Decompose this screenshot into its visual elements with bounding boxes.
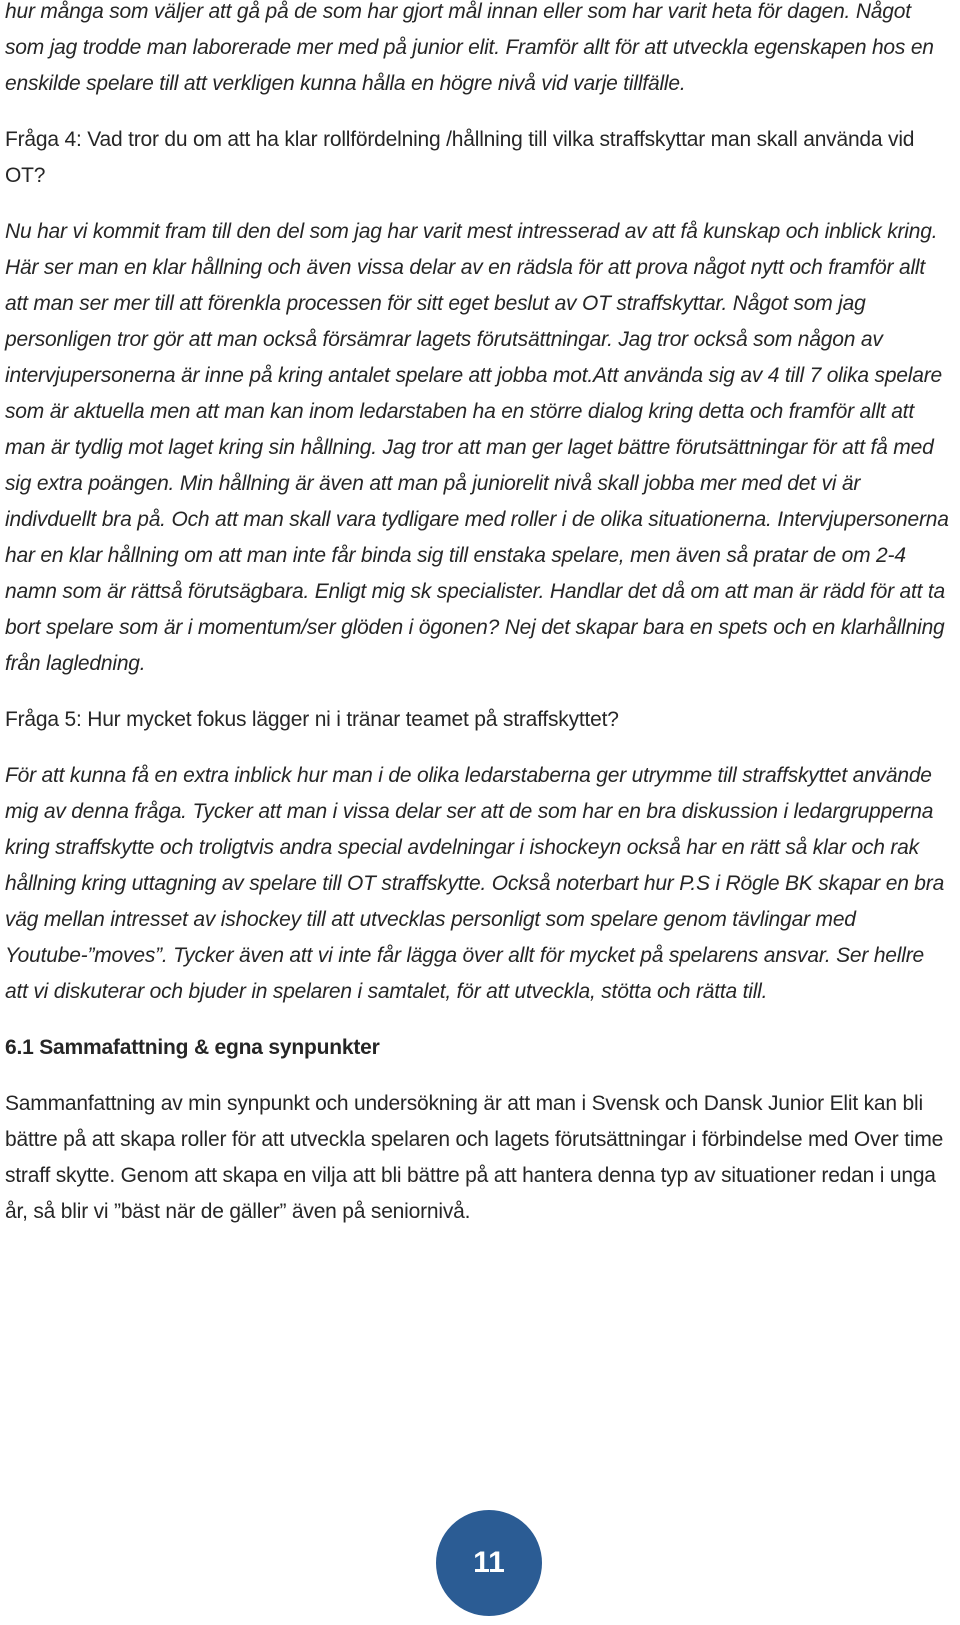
document-body (5, 0, 950, 1230)
section-heading: 6.1 Sammafattning & egna synpunkter (5, 1036, 380, 1059)
page-number: 11 (473, 1546, 505, 1579)
summary-paragraph: Sammanfattning av min synpunkt och undersökning är att man i Svensk och Dansk Junior Elit kan bli bättre på att skapa roller för att utveckla spelaren och lagets förutsättningar i förbindelse med Over time straff skytte. Genom att skapa en vilja att bli bättre på att hantera denna typ av situationer redan i unga år, så blir vi ”bäst när de gäller” även på seniornivå. (5, 1092, 944, 1223)
body-paragraph-continued: hur många som väljer att gå på de som har gjort mål innan eller som har varit heta för dagen. Något som jag trodde man laborerade mer med på junior elit. Framför allt för att utveckla egenskapen hos en enskilde spelare till att verkligen kunna hålla en högre nivå vid varje tillfälle. (5, 0, 934, 95)
page-number-badge (436, 1510, 542, 1616)
question-5: Fråga 5: Hur mycket fokus lägger ni i tränar teamet på straffskyttet? (5, 708, 619, 731)
body-paragraph-analysis-q5: För att kunna få en extra inblick hur man i de olika ledarstaberna ger utrymme till straffskyttet använde mig av denna fråga. Tycker att man i vissa delar ser att de som har en bra diskussion i ledargrupperna kring straffskytte och troligtvis andra special avdelningar i ishockeyn också har en rätt så klar och rak hållning kring uttagning av spelare till OT straffskytte. Också noterbart hur P.S i Rögle BK skapar en bra väg mellan intresset av ishockey till att utvecklas personligt som spelare genom tävlingar med Youtube-”moves”. Tycker även att vi inte får lägga över allt för mycket på spelarens ansvar. Ser hellre att vi diskuterar och bjuder in spelaren i samtalet, för att utveckla, stötta och rätta till. (5, 764, 945, 1003)
question-4: Fråga 4: Vad tror du om att ha klar rollfördelning /hållning till vilka straffskyttar man skall använda vid OT? (5, 128, 915, 187)
body-paragraph-analysis-q4: Nu har vi kommit fram till den del som jag har varit mest intresserad av att få kunskap och inblick kring. Här ser man en klar hållning och även vissa delar av en rädsla för att prova något nytt och framför allt att man ser mer till att förenkla processen för sitt eget beslut av OT straffskyttar. Något som jag personligen tror gör att man också försämrar lagets förutsättningar. Jag tror också som någon av intervjupersonerna är inne på kring antalet spelare att jobba mot.Att använda sig av 4 till 7 olika spelare som är aktuella men att man kan inom ledarstaben ha en större dialog kring detta och framför allt att man är tydlig mot laget kring sin hållning. Jag tror att man ger laget bättre förutsättningar för att få med sig extra poängen. Min hållning är även att man på juniorelit nivå skall jobba mer med det vi är indivduellt bra på. Och att man skall vara tydligare med roller i de olika situationerna. Intervjupersonerna har en klar hållning om att man inte får binda sig till enstaka spelare, men även så pratar de om 2-4 namn som är rättså förutsägbara. Enligt mig sk specialister. Handlar det då om att man är rädd för att ta bort spelare som är i momentum/ser glöden i ögonen? Nej det skapar bara en spets och en klarhållning från lagledning. (5, 220, 949, 675)
